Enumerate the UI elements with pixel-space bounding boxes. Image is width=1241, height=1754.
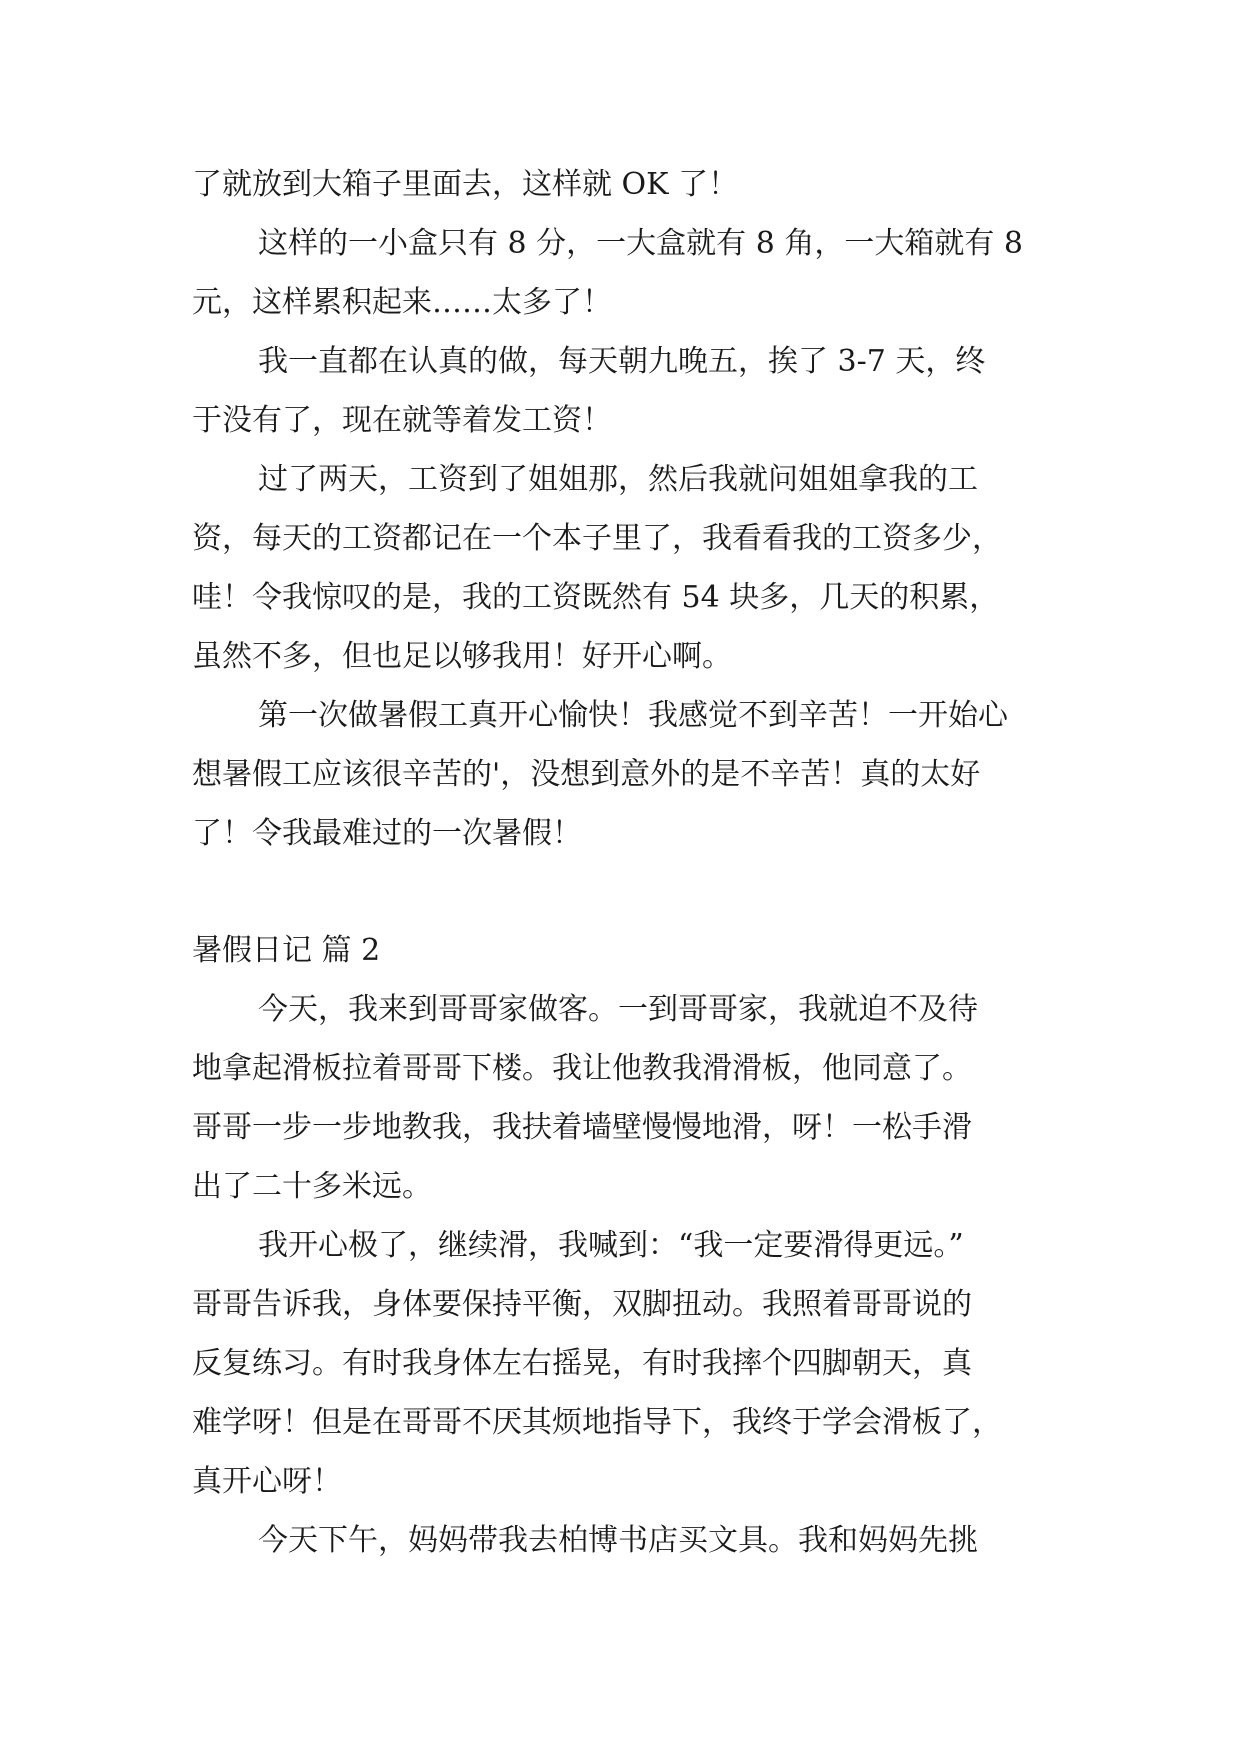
paragraph-line: 难学呀！但是在哥哥不厌其烦地指导下，我终于学会滑板了， xyxy=(192,1405,1002,1440)
paragraph-line: 了就放到大箱子里面去，这样就 OK 了！ xyxy=(192,167,739,202)
paragraph-line: 了！令我最难过的一次暑假！ xyxy=(192,816,582,851)
paragraph-line: 今天下午，妈妈带我去柏博书店买文具。我和妈妈先挑 xyxy=(258,1523,978,1558)
section-heading: 暑假日记 篇 2 xyxy=(192,933,381,968)
paragraph-line: 地拿起滑板拉着哥哥下楼。我让他教我滑滑板，他同意了。 xyxy=(192,1051,972,1086)
paragraph-line: 第一次做暑假工真开心愉快！我感觉不到辛苦！一开始心 xyxy=(258,698,1008,733)
paragraph-line: 真开心呀！ xyxy=(192,1464,342,1499)
paragraph-line: 虽然不多，但也足以够我用！好开心啊。 xyxy=(192,639,732,674)
paragraph-line: 元，这样累积起来……太多了！ xyxy=(192,285,612,320)
paragraph-line: 反复练习。有时我身体左右摇晃，有时我摔个四脚朝天，真 xyxy=(192,1346,972,1381)
section-gap xyxy=(192,863,1072,921)
paragraph-line: 今天，我来到哥哥家做客。一到哥哥家，我就迫不及待 xyxy=(258,992,978,1027)
paragraph-line: 哥哥一步一步地教我，我扶着墙壁慢慢地滑，呀！一松手滑 xyxy=(192,1110,972,1145)
paragraph-line: 想暑假工应该很辛苦的'，没想到意外的是不辛苦！真的太好 xyxy=(192,757,981,792)
paragraph-line: 哥哥告诉我，身体要保持平衡，双脚扭动。我照着哥哥说的 xyxy=(192,1287,972,1322)
paragraph-line: 于没有了，现在就等着发工资！ xyxy=(192,403,612,438)
paragraph-line: 哇！令我惊叹的是，我的工资既然有 54 块多，几天的积累， xyxy=(192,580,1000,615)
paragraph-line: 出了二十多米远。 xyxy=(192,1169,432,1204)
paragraph-line: 资，每天的工资都记在一个本子里了，我看看我的工资多少， xyxy=(192,521,1002,556)
document-body xyxy=(192,155,1072,1570)
paragraph-line: 过了两天，工资到了姐姐那，然后我就问姐姐拿我的工 xyxy=(258,462,978,497)
paragraph-line: 我开心极了，继续滑，我喊到：“我一定要滑得更远。” xyxy=(258,1228,964,1263)
paragraph-line: 我一直都在认真的做，每天朝九晚五，挨了 3-7 天，终 xyxy=(258,344,986,379)
paragraph-line: 这样的一小盒只有 8 分，一大盒就有 8 角，一大箱就有 8 xyxy=(258,226,1023,261)
